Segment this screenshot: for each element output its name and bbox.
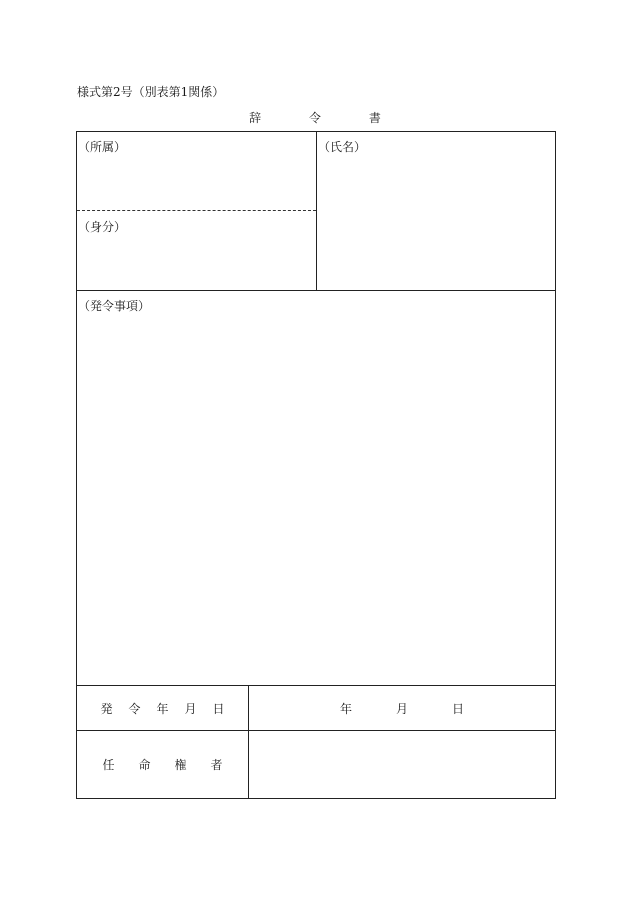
issue-date-char-1: 発 (100, 701, 113, 716)
appointer-char-2: 命 (138, 758, 151, 772)
appointer-label (77, 731, 248, 798)
issue-date-char-5: 日 (212, 701, 225, 716)
name-field[interactable] (318, 156, 554, 288)
status-label: （身分） (78, 220, 127, 234)
issue-date-char-2: 令 (128, 701, 141, 716)
table-border-bottom (76, 798, 556, 799)
appointer-field[interactable] (249, 731, 555, 798)
matters-label: （発令事項） (78, 299, 151, 313)
affiliation-label: （所属） (78, 140, 127, 154)
matters-field[interactable] (78, 316, 554, 683)
date-year-char: 年 (339, 701, 352, 716)
title-char-2: 令 (308, 111, 321, 125)
table-border-right (555, 131, 556, 799)
title-char-1: 辞 (249, 111, 262, 125)
appointer-char-1: 任 (102, 758, 115, 772)
divider-name-column (316, 131, 317, 290)
issue-date-label (77, 686, 248, 730)
title-char-3: 書 (368, 111, 381, 125)
appointer-char-3: 権 (174, 758, 187, 772)
date-month-char: 月 (395, 701, 408, 716)
date-day-char: 日 (452, 701, 465, 716)
form-reference: 様式第2号（別表第1関係） (77, 85, 225, 99)
divider-affiliation-status (77, 210, 316, 211)
name-label: （氏名） (318, 140, 367, 154)
status-field[interactable] (78, 236, 314, 288)
issue-date-char-3: 年 (156, 701, 169, 716)
issue-date-field[interactable] (249, 686, 555, 730)
affiliation-field[interactable] (78, 156, 314, 208)
divider-top-section (76, 290, 556, 291)
issue-date-char-4: 月 (184, 701, 197, 716)
document-title (0, 109, 630, 126)
appointer-char-4: 者 (210, 758, 223, 772)
